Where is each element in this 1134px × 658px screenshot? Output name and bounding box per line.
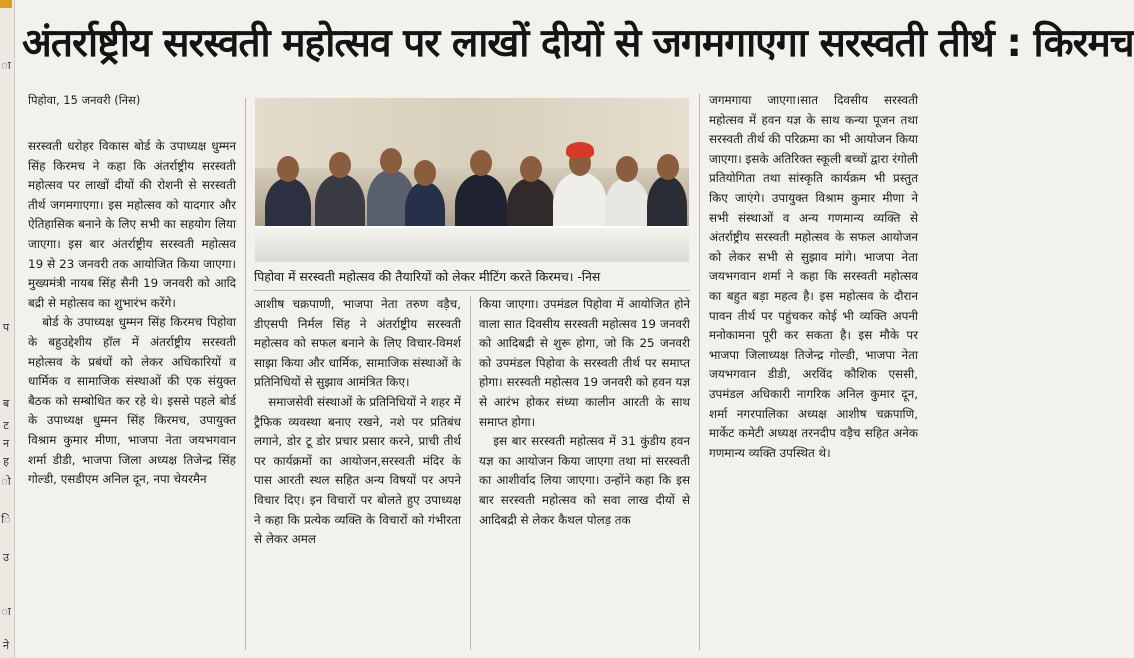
article-paragraph: आशीष चक्रपाणी, भाजपा नेता तरुण वड़ैच, डीएसपी निर्मल सिंह ने अंतर्राष्ट्रीय सरस्वती महोत्सव को सफल बनाने के लिए विचार-विमर्श साझा किया और धार्मिक, सामाजिक संस्थाओं के प्रतिनिधियों से सुझाव आमंत्रित किए। [254,297,461,390]
edge-fragment: ह [3,455,9,468]
column-divider [245,98,246,650]
article-dateline: पिहोवा, 15 जनवरी (निस) [28,93,141,107]
edge-fragment: ि [1,513,11,526]
photo-person-head [657,154,679,180]
photo-person-head [616,156,638,182]
article-headline: अंतर्राष्ट्रीय सरस्वती महोत्सव पर लाखों दीयों से जगमगाएगा सरस्वती तीर्थ : किरमच [22,21,1134,66]
adjacent-article-edge [0,0,15,658]
article-paragraph: इस बार सरस्वती महोत्सव में 31 कुंडीय हवन यज्ञ का आयोजन किया जाएगा तथा मां सरस्वती का आशीर्वाद लिया जाएगा। उन्होंने कहा कि इस बार सरस्वती महोत्सव को सवा लाख दीयों से आदिबद्री से लेकर कैथल पोलड़ तक [479,434,690,527]
photo-person-head [329,152,351,178]
edge-fragment: ब [2,397,10,410]
edge-fragment: न [2,437,10,450]
photo-caption: पिहोवा में सरस्वती महोत्सव की तैयारियों को लेकर मीटिंग करते किरमच। -निस [254,268,690,291]
photo-table-cloth [255,226,689,262]
article-paragraph: जगमगाया जाएगा।सात दिवसीय सरस्वती महोत्सव में हवन यज्ञ के साथ कन्या पूजन तथा सरस्वती तीर्थ की परिक्रमा का भी आयोजन किया जाएगा। इसके अतिरिक्त स्कूली बच्चों द्वारा रंगोली प्रतियोगिता तथा सांस्कृति कार्यक्रम भी प्रस्तुत किए जाएंगे। उपायुक्त विश्राम कुमार मीणा ने सभी संस्थाओं व अन्य गणमान्य व्यक्ति से अंतर्राष्ट्रीय सरस्वती महोत्सव के सफल आयोजन को लेकर सभी से सुझाव मांगे। भाजपा नेता जयभगवान शर्मा ने कहा कि सरस्वती महोत्सव का बहुत बड़ा महत्व है। इस महोत्सव के दौरान पावन तीर्थ पर पहुंचकर कोई भी व्यक्ति अपनी मनोकामना पूरी कर सकता है। इस मौके पर भाजपा जिलाध्यक्ष तिजेन्द्र गोल्डी, भाजपा नेता जयभगवान डीडी, अरविंद कौशिक एससी, उपमंडल अधिकारी नागरिक अनिल कुमार दून, शर्मा नगरपालिका अध्यक्ष आशीष चक्रपाणि, मार्केट कमेटी अध्यक्ष तरनदीप वड़ैच सहित अनेक गणमान्य व्यक्ति उपस्थित थे। [709,93,918,460]
article-paragraph: किया जाएगा। उपमंडल पिहोवा में आयोजित होने वाला सात दिवसीय सरस्वती महोत्सव 19 जनवरी को आदिबद्री से शुरू होगा, जो कि 25 जनवरी को उपमंडल पिहोवा के सरस्वती तीर्थ पर समाप्त होगा। सरस्वती महोत्सव 19 जनवरी को हवन यज्ञ से आरंभ होकर संध्या कालीन आरती के साथ समाप्त होगा। [479,297,690,429]
page-accent-bar [0,0,12,8]
edge-fragment: उ [2,551,10,564]
photo-turban [566,142,594,158]
photo-person-head [414,160,436,186]
meeting-photo [255,98,689,260]
article-column-2 [254,295,461,550]
article-paragraph: बोर्ड के उपाध्यक्ष धुम्मन सिंह किरमच पिहोवा के बहुउद्देशीय हॉल में अंतर्राष्ट्रीय सरस्वती महोत्सव के प्रबंधों को लेकर अधिकारियों व धार्मिक व सामाजिक संस्थाओं की एक संयुक्त बैठक को सम्बोधित कर रहे थे। इससे पहले बोर्ड के उपाध्यक्ष धुम्मन सिंह किरमच, उपायुक्त विश्राम कुमार मीणा, भाजपा नेता जयभगवान शर्मा डीडी, भाजपा जिला अध्यक्ष तिजेन्द्र सिंह गोल्डी, एसडीएम अनिल दून, नपा चेयरमैन [28,315,236,487]
edge-fragment: ने [2,639,10,652]
photo-person-head [470,150,492,176]
photo-person-head [520,156,542,182]
edge-fragment: ा [1,59,11,72]
photo-person-head [380,148,402,174]
column-divider [699,94,700,650]
edge-fragment: प [2,321,10,334]
article-column-1 [28,137,236,490]
article-column-4 [709,91,918,463]
edge-fragment: ो [1,475,11,488]
column-divider [470,296,471,650]
article-paragraph: सरस्वती धरोहर विकास बोर्ड के उपाध्यक्ष धुम्मन सिंह किरमच ने कहा कि अंतर्राष्ट्रीय सरस्वती महोत्सव पर लाखों दीयों की रोशनी से सरस्वती तीर्थ जगमगाएगा। इस महोत्सव को यादगार और ऐतिहासिक बनाने के लिए सभी का सहयोग लिया जाएगा। इस बार अंतर्राष्ट्रीय सरस्वती महोत्सव 19 से 23 जनवरी तक आयोजित किया जाएगा। मुख्यमंत्री नायब सिंह सैनी 19 जनवरी को आदि बद्री से महोत्सव का शुभारंभ करेंगे। [28,139,236,310]
edge-fragment: ा [1,605,11,618]
article-paragraph: समाजसेवी संस्थाओं के प्रतिनिधियों ने शहर में ट्रैफिक व्यवस्था बनाए रखने, नशे पर प्रतिबंध लगाने, डोर टू डोर प्रचार प्रसार करने, प्राची तीर्थ पर कार्यक्रमों का आयोजन,सरस्वती मंदिर के पास आरती स्थल सहित अन्य विषयों पर अपने विचार दिए। इन विचारों पर बोलते हुए उपाध्यक्ष ने कहा कि प्रत्येक व्यक्ति के विचारों को गंभीरता से लेकर अमल [254,394,461,547]
article-column-3 [479,295,690,530]
edge-fragment: ट [3,419,9,432]
photo-person-head [277,156,299,182]
